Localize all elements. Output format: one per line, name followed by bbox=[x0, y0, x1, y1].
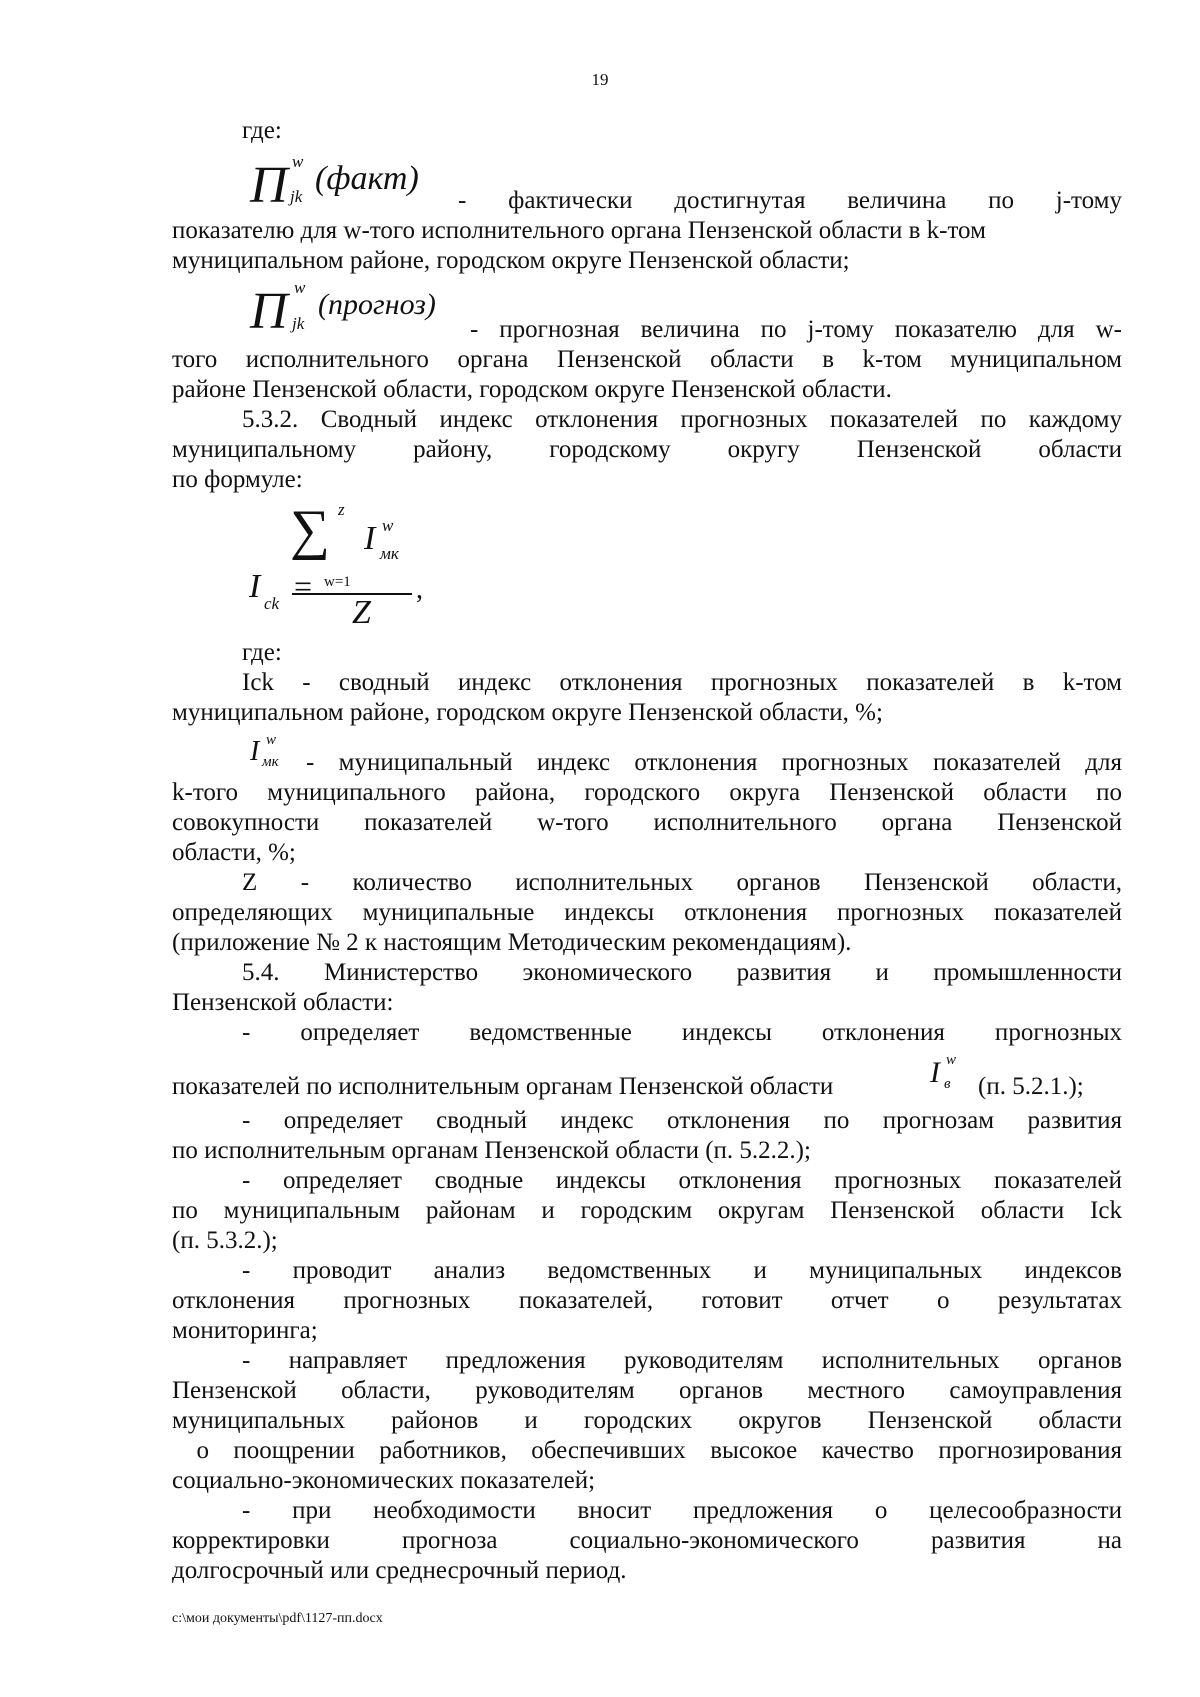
subscript-jk: jk bbox=[290, 187, 303, 206]
bullet-4-line-3: мониторинга; bbox=[172, 1317, 318, 1344]
imk-description-line-4: области, %; bbox=[172, 839, 296, 866]
superscript-w: w bbox=[292, 152, 304, 171]
formula-comma: , bbox=[416, 574, 423, 605]
pi-symbol: П bbox=[250, 157, 288, 214]
z-description-line-2: определяющих муниципальные индексы отклонения прогнозных показателей bbox=[172, 899, 1122, 926]
formula-prognoz-term: (прогноз) bbox=[318, 288, 436, 321]
bullet-4-line-1: - проводит анализ ведомственных и муниципальных индексов bbox=[242, 1257, 1122, 1284]
footer-file-path: c:\мои документы\pdf\1127-пп.docx bbox=[172, 1611, 383, 1626]
superscript-w-2: w bbox=[294, 278, 306, 297]
bullet-5-line-5: социально-экономических показателей; bbox=[172, 1467, 596, 1494]
section-5-3-2-line-3: по формуле: bbox=[172, 466, 303, 493]
prognoz-description-line-3: районе Пензенской области, городском округе Пензенской области. bbox=[172, 376, 892, 403]
fact-description-line-3: муниципальном районе, городском округе Пензенской области; bbox=[172, 247, 850, 274]
ick-symbol: I bbox=[249, 568, 261, 605]
pi-symbol-2: П bbox=[250, 283, 288, 340]
imk-inline-symbol: I bbox=[250, 736, 260, 767]
where-label-1: где: bbox=[242, 117, 282, 144]
sum-lower-limit: w=1 bbox=[324, 574, 351, 590]
imk-inline-w: w bbox=[266, 732, 277, 748]
ick-subscript-ck: ck bbox=[264, 594, 280, 613]
iv-subscript-v: в bbox=[944, 1076, 951, 1092]
subscript-jk-2: jk bbox=[292, 314, 305, 333]
section-5-4-line-2: Пензенской области: bbox=[172, 989, 394, 1016]
formula-fact-term: (факт) bbox=[315, 160, 419, 197]
z-description-line-1: Z - количество исполнительных органов Пензенской области, bbox=[242, 869, 1122, 896]
fact-description-line-2: показателю для w-того исполнительного органа Пензенской области в k-том bbox=[172, 217, 986, 244]
where-label-2: где: bbox=[242, 639, 282, 666]
bullet-3-line-1: - определяет сводные индексы отклонения прогнозных показателей bbox=[242, 1167, 1122, 1194]
bullet-3-line-2: по муниципальным районам и городским округам Пензенской области Ick bbox=[172, 1197, 1122, 1224]
iv-symbol: I bbox=[930, 1056, 940, 1089]
section-5-4-line-1: 5.4. Министерство экономического развития и промышленности bbox=[242, 959, 1122, 986]
bullet-4-line-2: отклонения прогнозных показателей, готовит отчет о результатах bbox=[172, 1287, 1122, 1314]
imk-symbol: I bbox=[364, 520, 376, 557]
imk-description-line-3: совокупности показателей w-того исполнительного органа Пензенской bbox=[172, 809, 1122, 836]
bullet-6-line-3: долгосрочный или среднесрочный период. bbox=[172, 1557, 627, 1584]
denominator-z: Z bbox=[352, 594, 371, 631]
equals-sign: = bbox=[294, 568, 313, 604]
iv-superscript-w: w bbox=[946, 1052, 957, 1068]
bullet-5-line-4: о поощрении работников, обеспечивших высокое качество прогнозирования bbox=[172, 1437, 1122, 1464]
bullet-1-reference: (п. 5.2.1.); bbox=[978, 1073, 1084, 1100]
sum-upper-limit: z bbox=[338, 500, 345, 519]
ick-description-line-2: муниципальном районе, городском округе Пензенской области, %; bbox=[172, 699, 883, 726]
bullet-2-line-1: - определяет сводный индекс отклонения по прогнозам развития bbox=[242, 1107, 1122, 1134]
bullet-2-line-2: по исполнительным органам Пензенской области (п. 5.2.2.); bbox=[172, 1137, 811, 1164]
z-description-line-3: (приложение № 2 к настоящим Методическим рекомендациям). bbox=[172, 929, 852, 956]
prognoz-description-line-1: - прогнозная величина по j-тому показателю для w- bbox=[470, 316, 1122, 343]
bullet-3-line-3: (п. 5.3.2.); bbox=[172, 1227, 278, 1254]
prognoz-description-line-2: того исполнительного органа Пензенской области в k-том муниципальном bbox=[172, 346, 1122, 373]
section-5-3-2-line-2: муниципальному району, городскому округу Пензенской области bbox=[172, 436, 1122, 463]
bullet-5-line-1: - направляет предложения руководителям исполнительных органов bbox=[242, 1347, 1122, 1374]
bullet-6-line-1: - при необходимости вносит предложения о целесообразности bbox=[242, 1497, 1122, 1524]
bullet-6-line-2: корректировки прогноза социально-экономического развития на bbox=[172, 1527, 1122, 1554]
section-5-3-2-line-1: 5.3.2. Сводный индекс отклонения прогнозных показателей по каждому bbox=[242, 406, 1122, 433]
imk-description-line-2: k-того муниципального района, городского округа Пензенской области по bbox=[172, 779, 1122, 806]
bullet-1-line-2: показателей по исполнительным органам Пензенской области bbox=[172, 1073, 834, 1100]
sum-icon: ∑ bbox=[290, 499, 330, 561]
page-number: 19 bbox=[591, 70, 609, 89]
fact-description-line-1: - фактически достигнутая величина по j-тому bbox=[458, 187, 1122, 214]
imk-description-line-1: - муниципальный индекс отклонения прогнозных показателей для bbox=[306, 749, 1122, 776]
bullet-1-line-1: - определяет ведомственные индексы отклонения прогнозных bbox=[242, 1019, 1122, 1046]
bullet-5-line-2: Пензенской области, руководителям органов местного самоуправления bbox=[172, 1377, 1122, 1404]
imk-superscript-w: w bbox=[382, 516, 394, 535]
ick-description-line-1: Ick - сводный индекс отклонения прогнозных показателей в k-том bbox=[242, 669, 1122, 696]
imk-subscript-mk: мк bbox=[380, 544, 399, 563]
bullet-5-line-3: муниципальных районов и городских округов Пензенской области bbox=[172, 1407, 1122, 1434]
imk-inline-mk: мк bbox=[262, 754, 279, 770]
